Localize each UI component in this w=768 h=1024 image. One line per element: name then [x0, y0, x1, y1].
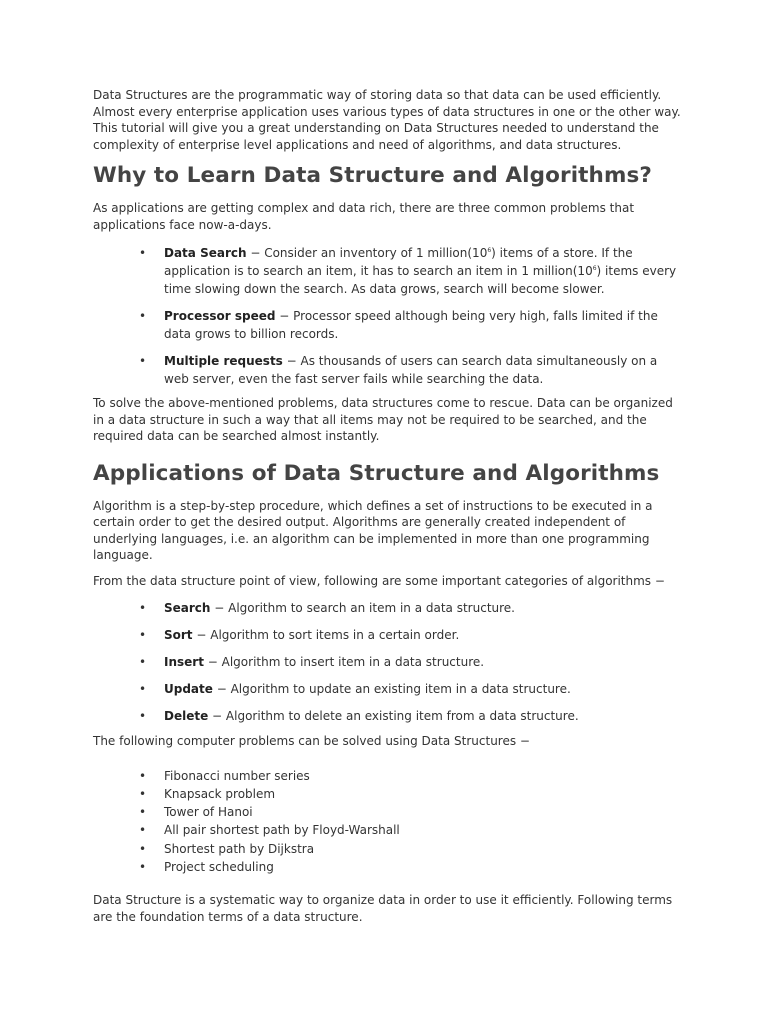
list-item-delete	[93, 707, 683, 725]
list-item-sort	[93, 626, 683, 644]
term-multiple-requests: Multiple requests	[164, 354, 283, 368]
data-search-text-b: ) items of a store. If the application is to search an item, it has to search an item in 1 million(10	[164, 246, 633, 278]
delete-text: − Algorithm to delete an existing item from a data structure.	[208, 709, 579, 723]
update-text: − Algorithm to update an existing item in a data structure.	[212, 682, 571, 696]
applications-paragraph-4: Data Structure is a systematic way to organize data in order to use it efficiently. Following terms are the foundation terms of a data structure.	[93, 893, 673, 924]
problem-text: Tower of Hanoi	[164, 805, 253, 820]
data-search-text-a: − Consider an inventory of 1 million(10	[246, 246, 488, 260]
bullet-icon: •	[139, 655, 147, 669]
intro-paragraph: Data Structures are the programmatic way of storing data so that data can be used efficiently. Almost every enterprise application uses various types of data structures in one or the other way. This tutorial will give you a great understanding on Data Structures needed to understand the complexity of enterprise level applications and need of algorithms, and data structures.	[93, 88, 681, 152]
bullet-icon: •	[139, 786, 147, 801]
problem-text: All pair shortest path by Floyd-Warshall	[164, 823, 400, 838]
bullet-icon: •	[139, 841, 147, 856]
term-sort: Sort	[164, 628, 193, 642]
bullet-icon: •	[139, 805, 147, 820]
bullet-icon: •	[139, 246, 147, 260]
heading-applications: Applications of Data Structure and Algorithms	[93, 460, 660, 486]
list-item-processor-speed	[93, 307, 683, 343]
heading-why-learn: Why to Learn Data Structure and Algorithms?	[93, 163, 652, 188]
bullet-icon: •	[139, 628, 147, 642]
problem-text: Project scheduling	[164, 859, 274, 874]
search-text: − Algorithm to search an item in a data structure.	[210, 601, 515, 615]
list-item	[93, 858, 683, 876]
processor-speed-text: − Processor speed although being very high, falls limited if the data grows to billion records.	[164, 309, 658, 341]
term-data-search: Data Search	[164, 246, 247, 260]
list-item-data-search	[93, 244, 683, 298]
problem-text: Knapsack problem	[164, 786, 276, 801]
computer-problems-list	[93, 767, 683, 877]
term-insert: Insert	[164, 655, 204, 669]
bullet-icon: •	[139, 768, 147, 783]
problem-text: Fibonacci number series	[164, 768, 310, 783]
applications-paragraph-3: The following computer problems can be solved using Data Structures −	[93, 734, 530, 748]
article-body	[93, 87, 683, 925]
bullet-icon: •	[139, 823, 147, 838]
term-delete: Delete	[164, 709, 209, 723]
multiple-requests-text: − As thousands of users can search data simultaneously on a web server, even the fast server fails while searching the data.	[164, 354, 658, 386]
data-search-text-c: ) items every time slowing down the search. As data grows, search will become slower.	[164, 264, 677, 296]
list-item	[93, 821, 683, 839]
bullet-icon: •	[139, 709, 147, 723]
why-lead-paragraph: As applications are getting complex and data rich, there are three common problems that applications face now-a-days.	[93, 201, 635, 232]
algorithm-categories-list	[93, 599, 683, 725]
list-item-search	[93, 599, 683, 617]
term-processor-speed: Processor speed	[164, 309, 276, 323]
exponent: 6	[487, 247, 492, 254]
bullet-icon: •	[139, 354, 147, 368]
list-item	[93, 840, 683, 858]
bullet-icon: •	[139, 601, 147, 615]
sort-text: − Algorithm to sort items in a certain order.	[192, 628, 460, 642]
applications-paragraph-1: Algorithm is a step-by-step procedure, which defines a set of instructions to be executed in a certain order to get the desired output. Algorithms are generally created independent of underlying languages, i.e. an algorithm can be implemented in more than one programming language.	[93, 498, 653, 562]
problems-list	[93, 244, 683, 388]
bullet-icon: •	[139, 309, 147, 323]
term-update: Update	[164, 682, 213, 696]
problem-text: Shortest path by Dijkstra	[164, 841, 315, 856]
bullet-icon: •	[139, 859, 147, 874]
list-item	[93, 803, 683, 821]
list-item-update	[93, 680, 683, 698]
list-item-multiple-requests	[93, 352, 683, 388]
list-item-insert	[93, 653, 683, 671]
list-item	[93, 785, 683, 803]
exponent: 6	[592, 265, 597, 272]
applications-paragraph-2: From the data structure point of view, following are some important categories of algorithms −	[93, 573, 665, 588]
why-closing-paragraph: To solve the above-mentioned problems, data structures come to rescue. Data can be organized in a data structure in such a way that all items may not be required to be searched, and the required data can be searched almost instantly.	[93, 396, 673, 443]
insert-text: − Algorithm to insert item in a data structure.	[203, 655, 485, 669]
list-item	[93, 767, 683, 785]
bullet-icon: •	[139, 682, 147, 696]
term-search: Search	[164, 601, 211, 615]
